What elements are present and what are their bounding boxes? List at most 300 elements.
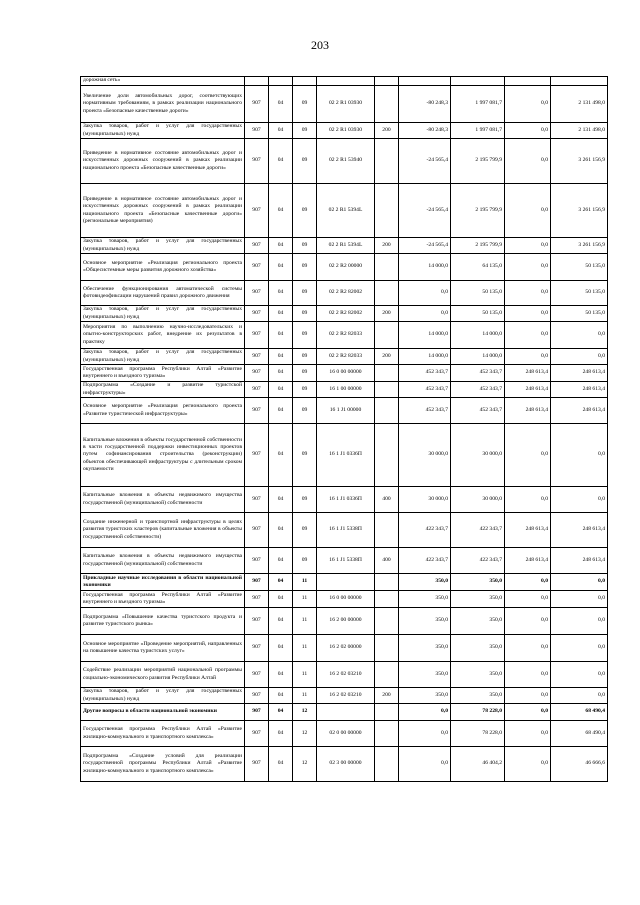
amount-change: 452 343,7: [399, 398, 451, 424]
table-row: [81, 77, 608, 86]
target-article: 02 2 R2 82033: [317, 322, 375, 349]
row-name: Государственная программа Республики Алтай «Развитие жилищно-коммунального и транспортного комплекса»: [81, 721, 245, 747]
amount-plan-1: 248 613,4: [505, 548, 551, 574]
admin-code: 907: [245, 322, 269, 349]
target-article: 16 1 00 00000: [317, 382, 375, 398]
subsection-code: 09: [293, 513, 317, 548]
target-article: 16 1 J1 00000: [317, 398, 375, 424]
amount-plan-1: 0,0: [505, 487, 551, 513]
amount-plan-1: 0,0: [505, 86, 551, 123]
amount-change: 422 343,7: [399, 513, 451, 548]
expense-type: [375, 608, 399, 635]
amount-plan-1: 0,0: [505, 281, 551, 306]
section-code: 04: [269, 704, 293, 721]
amount-plan-1: 248 613,4: [505, 382, 551, 398]
row-name: Мероприятия по выполнению научно-исследовательских и опытно-конструкторских работ, внедрение их результатов в практику: [81, 322, 245, 349]
target-article: 02 2 R1 03930: [317, 123, 375, 139]
row-name: Приведение в нормативное состояние автомобильных дорог и искусственных дорожных сооружений в рамках реализации национального проекта «Безопасные качественные дороги» (региональные мероприятия): [81, 184, 245, 238]
section-code: 04: [269, 591, 293, 608]
row-name: Капитальные вложения в объекты государственной собственности в части государственной поддержки инвестиционных проектов путем софинансирования строительства (реконструкции) объектов обеспечивающей инфраструктуры с длительным сроком окупаемости: [81, 424, 245, 487]
amount-change: 30 000,0: [399, 487, 451, 513]
target-article: 16 2 00 00000: [317, 608, 375, 635]
amount-change: 14 000,0: [399, 349, 451, 365]
row-name: дорожная сеть»: [81, 77, 245, 86]
amount-plan-1: 0,0: [505, 306, 551, 322]
amount-year-1: 30 000,0: [451, 487, 505, 513]
amount-year-2: 68 490,4: [551, 704, 608, 721]
amount-year-1: 350,0: [451, 662, 505, 688]
amount-year-2: 50 135,0: [551, 254, 608, 281]
table-row: [81, 184, 608, 238]
target-article: 16 1 J1 0336П: [317, 487, 375, 513]
expense-type: [375, 281, 399, 306]
section-code: 04: [269, 322, 293, 349]
amount-change: 30 000,0: [399, 424, 451, 487]
amount-plan-1: 0,0: [505, 704, 551, 721]
amount-change: 422 343,7: [399, 548, 451, 574]
table-row: [81, 238, 608, 254]
target-article: 16 1 J1 5338П: [317, 513, 375, 548]
table-row: [81, 574, 608, 591]
amount-plan-1: 248 613,4: [505, 365, 551, 382]
subsection-code: 09: [293, 123, 317, 139]
amount-change: 0,0: [399, 747, 451, 782]
amount-year-2: 0,0: [551, 322, 608, 349]
subsection-code: 09: [293, 548, 317, 574]
admin-code: 907: [245, 123, 269, 139]
admin-code: 907: [245, 86, 269, 123]
row-name: Закупка товаров, работ и услуг для государственных (муниципальных) нужд: [81, 123, 245, 139]
amount-plan-1: [505, 77, 551, 86]
admin-code: 907: [245, 635, 269, 662]
expense-type: [375, 382, 399, 398]
amount-year-1: 2 195 799,9: [451, 139, 505, 184]
amount-year-1: 1 997 081,7: [451, 123, 505, 139]
table-row: [81, 721, 608, 747]
section-code: 04: [269, 365, 293, 382]
table-row: [81, 513, 608, 548]
table-row: [81, 123, 608, 139]
admin-code: 907: [245, 704, 269, 721]
subsection-code: 11: [293, 662, 317, 688]
admin-code: 907: [245, 281, 269, 306]
table-row: [81, 382, 608, 398]
section-code: 04: [269, 254, 293, 281]
amount-year-2: 68 490,4: [551, 721, 608, 747]
subsection-code: 11: [293, 591, 317, 608]
subsection-code: 09: [293, 349, 317, 365]
amount-year-1: 350,0: [451, 635, 505, 662]
expense-type: [375, 704, 399, 721]
table-row: [81, 608, 608, 635]
target-article: 02 2 R2 00000: [317, 254, 375, 281]
amount-change: [399, 77, 451, 86]
target-article: 02 2 R1 5394L: [317, 184, 375, 238]
amount-year-1: 452 343,7: [451, 365, 505, 382]
section-code: 04: [269, 184, 293, 238]
section-code: 04: [269, 574, 293, 591]
amount-plan-1: 0,0: [505, 635, 551, 662]
amount-plan-1: 0,0: [505, 349, 551, 365]
table-row: [81, 281, 608, 306]
target-article: 16 0 00 00000: [317, 365, 375, 382]
amount-year-1: 350,0: [451, 591, 505, 608]
row-name: Прикладные научные исследования в области национальной экономики: [81, 574, 245, 591]
expense-type: [375, 86, 399, 123]
table-row: [81, 424, 608, 487]
row-name: Государственная программа Республики Алтай «Развитие внутреннего и въездного туризма»: [81, 591, 245, 608]
section-code: 04: [269, 139, 293, 184]
section-code: 04: [269, 238, 293, 254]
subsection-code: 09: [293, 184, 317, 238]
admin-code: 907: [245, 747, 269, 782]
row-name: Закупка товаров, работ и услуг для государственных (муниципальных) нужд: [81, 306, 245, 322]
amount-year-2: 50 135,0: [551, 281, 608, 306]
subsection-code: 12: [293, 721, 317, 747]
page-number: 203: [311, 38, 329, 52]
amount-year-1: 2 195 799,9: [451, 238, 505, 254]
section-code: 04: [269, 721, 293, 747]
section-code: 04: [269, 424, 293, 487]
admin-code: 907: [245, 306, 269, 322]
admin-code: 907: [245, 424, 269, 487]
section-code: 04: [269, 398, 293, 424]
subsection-code: 09: [293, 365, 317, 382]
amount-change: -80 248,3: [399, 86, 451, 123]
table-row: [81, 591, 608, 608]
amount-year-1: 350,0: [451, 688, 505, 704]
row-name: Капитальные вложения в объекты недвижимого имущества государственной (муниципальной) собственности: [81, 548, 245, 574]
amount-year-2: 0,0: [551, 635, 608, 662]
target-article: 02 2 R1 5394L: [317, 238, 375, 254]
subsection-code: 09: [293, 322, 317, 349]
row-name: Содействие реализации мероприятий национальной программы социально-экономического развития Республики Алтай: [81, 662, 245, 688]
amount-change: 350,0: [399, 688, 451, 704]
subsection-code: 09: [293, 306, 317, 322]
expense-type: 200: [375, 238, 399, 254]
amount-change: 350,0: [399, 635, 451, 662]
amount-plan-1: 0,0: [505, 662, 551, 688]
expense-type: [375, 574, 399, 591]
expense-type: [375, 254, 399, 281]
row-name: Основное мероприятие «Реализация регионального проекта «Общесистемные меры развития дорожного хозяйства»: [81, 254, 245, 281]
subsection-code: 12: [293, 704, 317, 721]
admin-code: 907: [245, 365, 269, 382]
table-row: [81, 398, 608, 424]
amount-year-2: 0,0: [551, 574, 608, 591]
amount-year-1: 50 135,0: [451, 281, 505, 306]
row-name: Основное мероприятие «Реализация регионального проекта «Развитие туристической инфраструктуры»: [81, 398, 245, 424]
expense-type: [375, 322, 399, 349]
admin-code: 907: [245, 238, 269, 254]
section-code: 04: [269, 123, 293, 139]
admin-code: 907: [245, 608, 269, 635]
row-name: Подпрограмма «Создание условий для реализации государственной программы Республики Алтай «Развитие жилищно-коммунального и транспортного комплекса»: [81, 747, 245, 782]
amount-year-2: 0,0: [551, 662, 608, 688]
section-code: 04: [269, 662, 293, 688]
section-code: 04: [269, 548, 293, 574]
amount-year-2: 3 261 156,9: [551, 184, 608, 238]
table-row: [81, 365, 608, 382]
amount-plan-1: 0,0: [505, 424, 551, 487]
expense-type: [375, 513, 399, 548]
table-row: [81, 662, 608, 688]
amount-year-2: 3 261 156,9: [551, 139, 608, 184]
target-article: [317, 704, 375, 721]
subsection-code: 09: [293, 487, 317, 513]
admin-code: 907: [245, 349, 269, 365]
amount-plan-1: 0,0: [505, 574, 551, 591]
section-code: 04: [269, 487, 293, 513]
amount-year-1: 50 135,0: [451, 306, 505, 322]
row-name: Увеличение доли автомобильных дорог, соответствующих нормативным требованиям, в рамках реализации национального проекта «Безопасные качественные дороги»: [81, 86, 245, 123]
amount-plan-1: 0,0: [505, 688, 551, 704]
amount-change: -24 565,4: [399, 139, 451, 184]
amount-change: 350,0: [399, 662, 451, 688]
amount-plan-1: 0,0: [505, 254, 551, 281]
admin-code: 907: [245, 398, 269, 424]
table-row: [81, 688, 608, 704]
amount-change: 14 000,0: [399, 322, 451, 349]
target-article: 16 0 00 00000: [317, 591, 375, 608]
subsection-code: 11: [293, 635, 317, 662]
admin-code: [245, 77, 269, 86]
target-article: 02 2 R2 82033: [317, 349, 375, 365]
expense-type: [375, 662, 399, 688]
amount-year-2: 3 261 156,9: [551, 238, 608, 254]
amount-change: 0,0: [399, 721, 451, 747]
target-article: 02 2 R1 53940: [317, 139, 375, 184]
section-code: 04: [269, 306, 293, 322]
subsection-code: 09: [293, 86, 317, 123]
amount-plan-1: 0,0: [505, 238, 551, 254]
table-row: [81, 747, 608, 782]
expense-type: [375, 77, 399, 86]
amount-year-2: 2 131 498,0: [551, 123, 608, 139]
amount-plan-1: 0,0: [505, 608, 551, 635]
amount-year-1: 452 343,7: [451, 382, 505, 398]
amount-year-2: 0,0: [551, 424, 608, 487]
table-body: [81, 77, 608, 782]
subsection-code: 11: [293, 688, 317, 704]
table-row: [81, 254, 608, 281]
expense-type: [375, 398, 399, 424]
table-row: [81, 635, 608, 662]
expense-type: [375, 365, 399, 382]
expense-type: 400: [375, 548, 399, 574]
budget-table: [80, 76, 608, 782]
target-article: 02 2 R2 82002: [317, 281, 375, 306]
amount-plan-1: 0,0: [505, 184, 551, 238]
amount-change: 0,0: [399, 306, 451, 322]
amount-year-2: 50 135,0: [551, 306, 608, 322]
amount-plan-1: 0,0: [505, 123, 551, 139]
amount-year-2: 248 613,4: [551, 513, 608, 548]
expense-type: 200: [375, 349, 399, 365]
section-code: 04: [269, 688, 293, 704]
row-name: Закупка товаров, работ и услуг для государственных (муниципальных) нужд: [81, 238, 245, 254]
table-row: [81, 548, 608, 574]
amount-year-1: 64 135,0: [451, 254, 505, 281]
amount-year-2: 0,0: [551, 349, 608, 365]
table-row: [81, 349, 608, 365]
expense-type: [375, 591, 399, 608]
expense-type: 200: [375, 306, 399, 322]
admin-code: 907: [245, 382, 269, 398]
row-name: Подпрограмма «Повышение качества туристского продукта и развитие туристского рынка»: [81, 608, 245, 635]
subsection-code: 09: [293, 382, 317, 398]
table-row: [81, 704, 608, 721]
amount-year-1: 452 343,7: [451, 398, 505, 424]
amount-change: 350,0: [399, 591, 451, 608]
expense-type: 400: [375, 487, 399, 513]
subsection-code: 09: [293, 398, 317, 424]
subsection-code: [293, 77, 317, 86]
amount-year-2: 0,0: [551, 591, 608, 608]
section-code: 04: [269, 635, 293, 662]
amount-change: 350,0: [399, 608, 451, 635]
row-name: Приведение в нормативное состояние автомобильных дорог и искусственных дорожных сооружений в рамках реализации национального проекта «Безопасные качественные дороги»: [81, 139, 245, 184]
amount-change: 0,0: [399, 281, 451, 306]
amount-year-2: 248 613,4: [551, 382, 608, 398]
amount-plan-1: 0,0: [505, 139, 551, 184]
amount-year-1: 422 343,7: [451, 513, 505, 548]
subsection-code: 09: [293, 254, 317, 281]
expense-type: 200: [375, 123, 399, 139]
amount-year-1: 78 228,0: [451, 704, 505, 721]
amount-year-2: 248 613,4: [551, 398, 608, 424]
target-article: 02 0 00 00000: [317, 721, 375, 747]
amount-change: -24 565,4: [399, 184, 451, 238]
amount-plan-1: 0,0: [505, 721, 551, 747]
target-article: 16 2 02 03210: [317, 662, 375, 688]
section-code: 04: [269, 349, 293, 365]
target-article: [317, 77, 375, 86]
subsection-code: 09: [293, 238, 317, 254]
row-name: Закупка товаров, работ и услуг для государственных (муниципальных) нужд: [81, 349, 245, 365]
amount-change: -24 565,4: [399, 238, 451, 254]
amount-year-2: 248 613,4: [551, 365, 608, 382]
admin-code: 907: [245, 688, 269, 704]
target-article: 16 1 J1 0336П: [317, 424, 375, 487]
admin-code: 907: [245, 721, 269, 747]
admin-code: 907: [245, 574, 269, 591]
target-article: 16 1 J1 5338П: [317, 548, 375, 574]
admin-code: 907: [245, 548, 269, 574]
amount-change: 0,0: [399, 704, 451, 721]
amount-year-1: 350,0: [451, 574, 505, 591]
amount-year-2: 0,0: [551, 688, 608, 704]
table-row: [81, 322, 608, 349]
table-row: [81, 306, 608, 322]
section-code: 04: [269, 281, 293, 306]
amount-year-2: 248 613,4: [551, 548, 608, 574]
section-code: 04: [269, 608, 293, 635]
amount-year-1: 46 404,2: [451, 747, 505, 782]
admin-code: 907: [245, 254, 269, 281]
section-code: 04: [269, 382, 293, 398]
row-name: Создание инженерной и транспортной инфраструктуры в целях развития туристских кластеров (капитальные вложения в объекты государственной собственности): [81, 513, 245, 548]
target-article: 02 3 00 00000: [317, 747, 375, 782]
target-article: 16 2 02 00000: [317, 635, 375, 662]
section-code: 04: [269, 86, 293, 123]
amount-year-2: 2 131 498,0: [551, 86, 608, 123]
amount-year-2: [551, 77, 608, 86]
expense-type: 200: [375, 688, 399, 704]
amount-year-1: 14 000,0: [451, 322, 505, 349]
expense-type: [375, 747, 399, 782]
table-row: [81, 86, 608, 123]
amount-change: 452 343,7: [399, 365, 451, 382]
subsection-code: 11: [293, 574, 317, 591]
row-name: Обеспечение функционирования автоматической системы фотовидеофиксации нарушений правил дорожного движения: [81, 281, 245, 306]
amount-plan-1: 0,0: [505, 591, 551, 608]
amount-year-1: [451, 77, 505, 86]
admin-code: 907: [245, 513, 269, 548]
admin-code: 907: [245, 487, 269, 513]
subsection-code: 09: [293, 424, 317, 487]
amount-year-2: 0,0: [551, 608, 608, 635]
row-name: Государственная программа Республики Алтай «Развитие внутреннего и въездного туризма»: [81, 365, 245, 382]
target-article: 16 2 02 03210: [317, 688, 375, 704]
amount-year-1: 422 343,7: [451, 548, 505, 574]
amount-change: 350,0: [399, 574, 451, 591]
section-code: 04: [269, 747, 293, 782]
admin-code: 907: [245, 662, 269, 688]
amount-year-1: 1 997 081,7: [451, 86, 505, 123]
expense-type: [375, 424, 399, 487]
amount-plan-1: 248 613,4: [505, 398, 551, 424]
section-code: [269, 77, 293, 86]
subsection-code: 09: [293, 281, 317, 306]
section-code: 04: [269, 513, 293, 548]
row-name: Закупка товаров, работ и услуг для государственных (муниципальных) нужд: [81, 688, 245, 704]
amount-year-1: 30 000,0: [451, 424, 505, 487]
subsection-code: 09: [293, 139, 317, 184]
amount-plan-1: 0,0: [505, 322, 551, 349]
row-name: Подпрограмма «Создание и развитие туристской инфраструктуры»: [81, 382, 245, 398]
expense-type: [375, 635, 399, 662]
expense-type: [375, 139, 399, 184]
expense-type: [375, 721, 399, 747]
admin-code: 907: [245, 139, 269, 184]
amount-year-1: 14 000,0: [451, 349, 505, 365]
amount-change: 14 000,0: [399, 254, 451, 281]
target-article: 02 2 R1 03930: [317, 86, 375, 123]
amount-year-1: 2 195 799,9: [451, 184, 505, 238]
amount-plan-1: 248 613,4: [505, 513, 551, 548]
target-article: 02 2 R2 82002: [317, 306, 375, 322]
expense-type: [375, 184, 399, 238]
row-name: Капитальные вложения в объекты недвижимого имущества государственной (муниципальной) собственности: [81, 487, 245, 513]
row-name: Другие вопросы в области национальной экономики: [81, 704, 245, 721]
amount-change: 452 343,7: [399, 382, 451, 398]
amount-plan-1: 0,0: [505, 747, 551, 782]
subsection-code: 11: [293, 608, 317, 635]
table-row: [81, 487, 608, 513]
admin-code: 907: [245, 591, 269, 608]
amount-year-1: 78 228,0: [451, 721, 505, 747]
subsection-code: 12: [293, 747, 317, 782]
amount-year-2: 46 666,6: [551, 747, 608, 782]
target-article: [317, 574, 375, 591]
table-row: [81, 139, 608, 184]
admin-code: 907: [245, 184, 269, 238]
row-name: Основное мероприятие «Проведение мероприятий, направленных на повышение качества туристских услуг»: [81, 635, 245, 662]
amount-year-2: 0,0: [551, 487, 608, 513]
amount-change: -80 248,3: [399, 123, 451, 139]
amount-year-1: 350,0: [451, 608, 505, 635]
